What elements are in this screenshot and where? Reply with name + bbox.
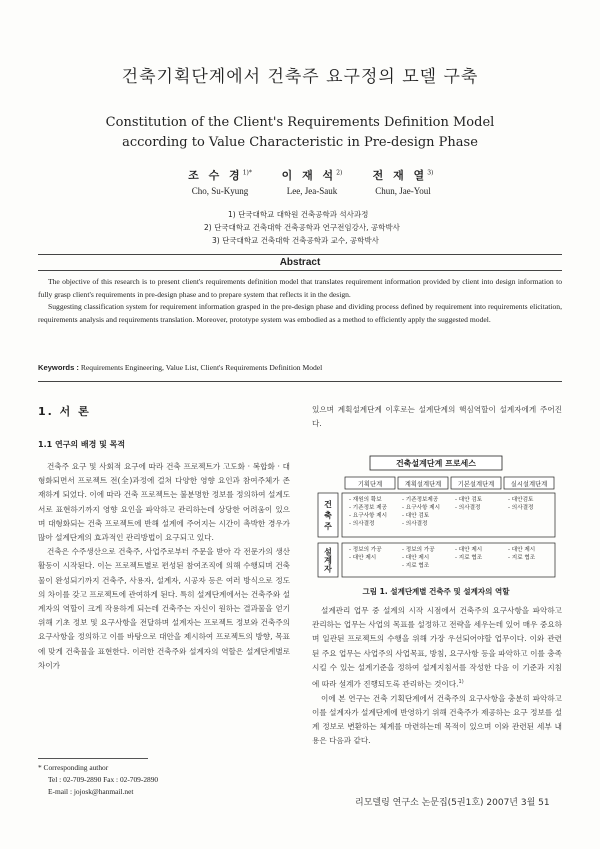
footnote: [38, 762, 158, 798]
diagram-row-label-char: 설: [324, 547, 332, 557]
diagram-header-label: 기본설계단계: [457, 481, 495, 488]
author-sup: 3): [427, 169, 434, 177]
diagram-cell-line: - 의사결정: [455, 505, 481, 511]
left-paragraph-2: 건축은 수주생산으로 건축주, 사업주로부터 주문을 받아 각 전문가의 생산 활동이 시작된다. 이는 프로젝트별로 편성된 참여조직에 의해 수행되며 건축물이 완성되기까지 건축주, 사용자, 설계자, 시공자 등은 여러 방식으로 정도의 차이를 갖고 프로젝트에 관여하게 된다. 특히 설계단계에서는 건축주와 설계자의 역할이 크게 작용하게 되는데 건축주는 자신이 원하는 결과물을 얻기 위해 기초 정보 및 요구사항을 전달하며 설계자는 프로젝트 정보와 건축주의 요구사항을 정의하고 이를 바탕으로 대안을 제시하여 프로젝트의 방향, 목표에 맞게 건축물을 표현한다. 이러한 건축주와 설계자의 역할은 설계단계별로 차이가: [38, 547, 290, 670]
author-name-en: Lee, Jea-Sauk: [286, 186, 338, 196]
diagram-header-label: 기획단계: [357, 481, 383, 488]
abstract-paragraph-1: The objective of this research is to present client's requirements definition model that translates requirement information provided by client into design information to fully grasp client's requirements in pre-design phase and to prepare system that reflects it in the design.: [38, 277, 562, 299]
author-name-en: Chun, Jae-Youl: [375, 186, 431, 196]
diagram-cell-line: - 대안 제시: [402, 555, 430, 561]
diagram-cell-line: - 대안 제시: [455, 547, 483, 553]
right-paragraph-1: [312, 604, 562, 692]
diagram-header-label: 계획설계단계: [404, 481, 442, 488]
section-heading: 1. 서 론: [38, 405, 91, 418]
diagram-cell-line: - 지료 협조: [508, 555, 536, 561]
right-paragraph-2: 이에 본 연구는 건축 기획단계에서 건축주의 요구사항을 충분히 파악하고 이를 설계자가 설계단계에 반영하기 위해 건축주가 제공하는 요구 정보를 설계 정보로 변환하는 체계를 마련하는데 목적이 있으며 이와 관련된 세부 내용은 다음과 같다.: [312, 693, 562, 746]
diagram-row-label-char: 축: [324, 511, 332, 520]
author-name-ko: 전 재 열: [372, 169, 428, 182]
diagram-cell-line: - 정보의 가공: [349, 547, 382, 553]
diagram-row-label-char: 자: [324, 564, 332, 574]
figure-process-diagram: [315, 455, 557, 578]
abstract-heading: Abstract: [279, 257, 321, 268]
diagram-cell-line: - 기존정보제공: [402, 497, 439, 503]
diagram-cell-line: - 대안 제시: [349, 555, 377, 561]
abstract-body: [38, 276, 562, 326]
abstract-paragraph-2: Suggesting classification system for requirement information grasped in the pre-design phase and dividing process defined by requirement into requirements elicitation, requirements analysis and requirements translation. Moreover, prototype system was embodied as a method to efficiently apply the suggested model.: [38, 302, 562, 324]
diagram-cell-line: - 지료 협조: [402, 563, 430, 569]
diagram-cell-line: - 대안 검토: [402, 513, 430, 519]
diagram-cell-line: - 의사결정: [402, 521, 428, 527]
keywords-rule: [38, 381, 562, 382]
title-korean: 건축기획단계에서 건축주 요구정의 모델 구축: [121, 67, 479, 87]
figure-caption: 그림 1. 설계단계별 건축주 및 설계자의 역할: [362, 587, 510, 596]
right-column-text: [312, 604, 562, 749]
subsection-heading: 1.1 연구의 배경 및 목적: [38, 440, 126, 449]
diagram-cells: [342, 493, 555, 577]
keywords-label: Keywords :: [38, 363, 79, 372]
diagram-row-label-char: 주: [324, 522, 332, 531]
author-sup: 2): [336, 169, 343, 177]
diagram-cell-line: - 요구사항 제시: [402, 505, 440, 511]
title-english-line1: Constitution of the Client's Requirements Definition Model: [105, 115, 495, 130]
page-footer: 리모델링 연구소 논문집(5권1호) 2007년 3월 51: [355, 798, 550, 808]
footnote-ref: 1): [458, 679, 464, 686]
diagram-cell-line: - 지료 협조: [455, 555, 483, 561]
diagram-cell-line: - 의사결정: [508, 505, 534, 511]
diagram-cell-line: - 의사결정: [349, 521, 375, 527]
diagram-cell-line: - 정보의 가공: [402, 547, 435, 553]
diagram-cell-line: - 기존정보 제공: [349, 505, 387, 511]
diagram-cell-line: - 대안 검토: [455, 497, 483, 503]
right-column-intro: [312, 403, 562, 431]
abstract-heading-rule: [38, 270, 562, 271]
affiliation-1: 1) 단국대학교 대학원 건축공학과 석사과정: [228, 210, 369, 219]
right-paragraph-0: 있으며 계획설계단계 이후로는 설계단계의 핵심역할이 설계자에게 주어진다.: [312, 405, 562, 429]
left-column-text: [38, 460, 290, 673]
diagram-row-labels: [318, 493, 338, 577]
footnote-email: E-mail : jojosk@hanmail.net: [48, 787, 134, 796]
affiliation-2: 2) 단국대학교 건축대학 건축공학과 연구전임강사, 공학박사: [204, 223, 400, 232]
author-name-ko: 조 수 경: [188, 169, 243, 182]
diagram-row-label-char: 계: [324, 556, 332, 565]
diagram-row-label-char: 건: [324, 500, 332, 509]
diagram-cell-line: - 대안 제시: [508, 547, 536, 553]
diagram-header-label: 실시설계단계: [510, 481, 548, 488]
affiliation-3: 3) 단국대학교 건축대학 건축공학과 교수, 공학박사: [212, 236, 379, 245]
diagram-cell-line: - 재원의 확보: [349, 497, 382, 503]
footnote-rule: [38, 758, 148, 759]
abstract-top-rule: [38, 254, 562, 255]
author-name-en: Cho, Su-Kyung: [191, 186, 249, 196]
footnote-label: * Corresponding author: [38, 763, 109, 772]
left-paragraph-1: 건축주 요구 및 사회적 요구에 따라 건축 프로젝트가 고도화 · 복합화 · 대형화되면서 프로젝트 전(全)과정에 걸쳐 다양한 영향 요인과 참여주체가 존재하게 되었다. 이에 따라 건축 프로젝트는 불분명한 정보를 정의하여 설계도서로 표현하기까지 영향 요인을 파악하고 관리하는데 상당한 어려움이 있으며 대형화되는 건축 프로젝트에 반해 설계에 주어지는 시간이 촉박한 경우가 많아 설계단계의 효과적인 관리방법이 요구되고 있다.: [38, 462, 290, 543]
title-english-line2: according to Value Characteristic in Pre-design Phase: [122, 135, 478, 150]
keywords-text: Requirements Engineering, Value List, Client's Requirements Definition Model: [80, 363, 323, 372]
diagram-title: 건축설계단계 프로세스: [395, 459, 477, 468]
author-3: [338, 167, 468, 196]
right-paragraph-1-text: 설계관리 업무 중 설계의 시작 시점에서 건축주의 요구사항을 파악하고 관리하는 업무는 사업의 목표를 설정하고 전략을 세우는데 있어 매우 중요하며 일관된 프로젝트의 수행을 위해 가장 우선되어야할 업무이다. 이와 관련된 주요 업무는 사업주의 사업목표, 방침, 요구사항 등을 파악하고 이를 충족시킬 수 있는 설계기준을 정하여 설계지침서를 작성한 다음 이 기준과 지침에 따라 설계가 진행되도록 관리하는 것이다.: [312, 606, 562, 689]
diagram-cell-line: - 요구사항 제시: [349, 513, 387, 519]
author-sup: 1)*: [242, 169, 252, 177]
author-name-ko: 이 재 석: [281, 169, 337, 182]
footnote-tel: Tel : 02-709-2890 Fax : 02-709-2890: [48, 775, 159, 784]
diagram-cell-line: - 대안검토: [508, 497, 534, 503]
diagram-headers: [345, 477, 554, 489]
keywords: [38, 363, 322, 372]
